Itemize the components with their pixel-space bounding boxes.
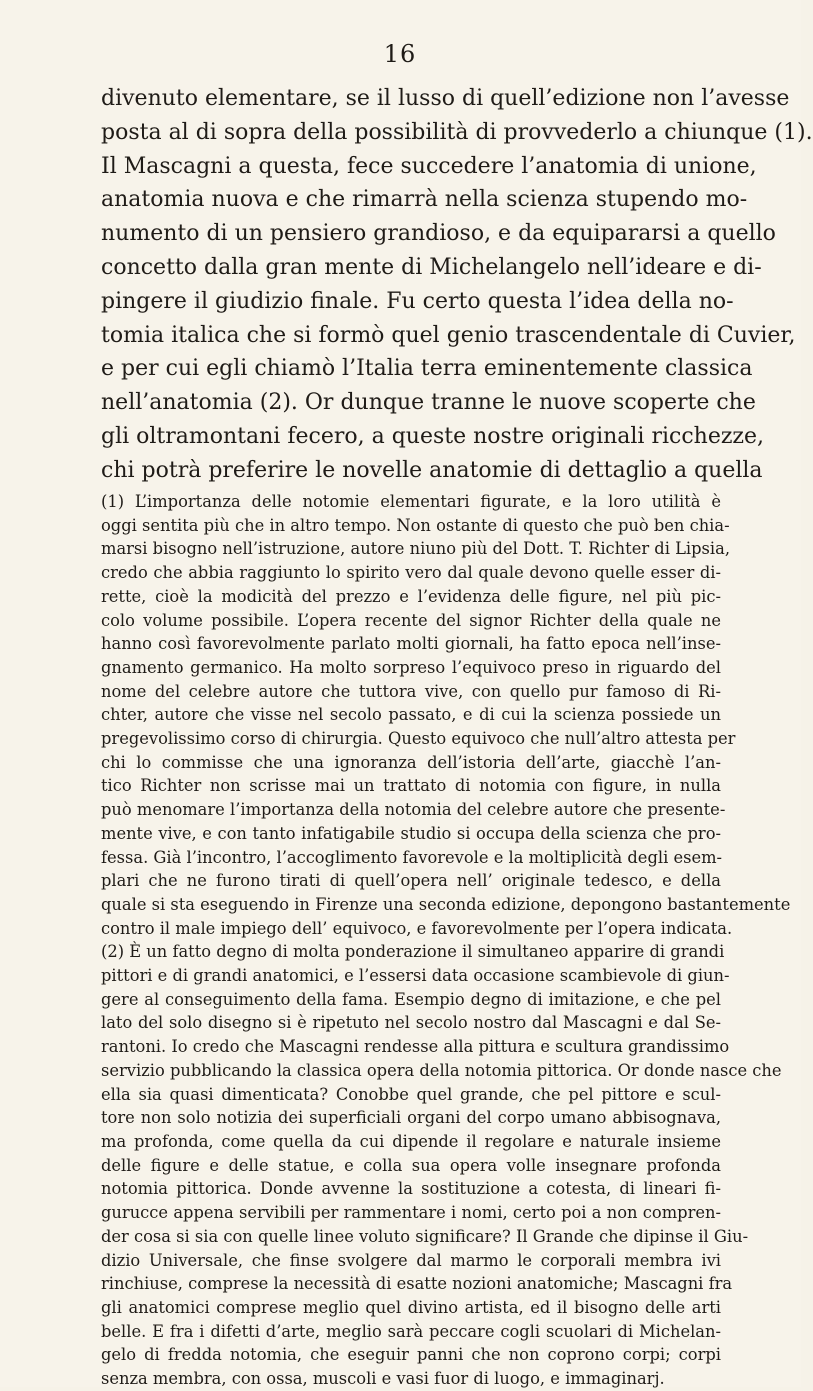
main-text-line: concetto dalla gran mente di Michelangelo nell’ideare e di- [101, 254, 762, 280]
footnote-line: belle. E fra i difetti d’arte, meglio sarà peccare cogli scuolari di Michelan- [101, 1321, 721, 1341]
footnote-line: dizio Universale, che finse svolgere dal marmo le corporali membra ivi [101, 1250, 721, 1270]
footnote-line: contro il male impiego dell’ equivoco, e favorevolmente per l’opera indicata. [101, 918, 733, 938]
footnote-line: gurucce appena servibili per rammentare i nomi, certo poi a non compren- [101, 1203, 721, 1223]
footnotes [101, 490, 791, 1391]
footnote-line: può menomare l’importanza della notomia del celebre autore che presente- [101, 800, 726, 820]
page-number: 16 [383, 40, 417, 68]
footnote-line: tico Richter non scrisse mai un trattato di notomia con figure, in nulla [101, 776, 721, 796]
main-text [101, 82, 813, 488]
footnote-line: marsi bisogno nell’istruzione, autore niuno più del Dott. T. Richter di Lipsia, [101, 539, 730, 559]
main-text-line: posta al di sopra della possibilità di provvederlo a chiunque (1). [101, 119, 813, 145]
footnote-line: gelo di fredda notomia, che eseguir panni che non coprono corpi; corpi [101, 1345, 721, 1365]
footnote-line: ella sia quasi dimenticata? Conobbe quel grande, che pel pittore e scul- [101, 1084, 721, 1104]
main-text-line: pingere il giudizio finale. Fu certo questa l’idea della no- [101, 288, 734, 314]
footnote-line: gere al conseguimento della fama. Esempio degno di imitazione, e che pel [101, 989, 721, 1009]
footnote-line: rinchiuse, comprese la necessità di esatte nozioni anatomiche; Mascagni fra [101, 1274, 733, 1294]
footnote-line: tore non solo notizia dei superficiali organi del corpo umano abbisognava, [101, 1108, 721, 1128]
footnote-line: der cosa si sia con quelle linee voluto significare? Il Grande che dipinse il Giu- [101, 1226, 749, 1246]
footnote-line: servizio pubblicando la classica opera della notomia pittorica. Or donde nasce che [101, 1060, 782, 1080]
footnote-line: plari che ne furono tirati di quell’opera nell’ originale tedesco, e della [101, 871, 721, 891]
footnote-line: quale si sta eseguendo in Firenze una seconda edizione, depongono bastantemente [101, 894, 791, 914]
footnote-line: gnamento germanico. Ha molto sorpreso l’equivoco preso in riguardo del [101, 657, 721, 677]
footnote-line: senza membra, con ossa, muscoli e vasi fuor di luogo, e immaginarj. [101, 1369, 665, 1389]
main-text-line: Il Mascagni a questa, fece succedere l’anatomia di unione, [101, 153, 757, 179]
footnote-line: rette, cioè la modicità del prezzo e l’evidenza delle figure, nel più pic- [101, 586, 721, 606]
footnote-line: delle figure e delle statue, e colla sua opera volle insegnare profonda [101, 1155, 721, 1175]
footnote-line: lato del solo disegno si è ripetuto nel secolo nostro dal Mascagni e dal Se- [101, 1013, 721, 1033]
footnote-line: ma profonda, come quella da cui dipende il regolare e naturale insieme [101, 1131, 721, 1151]
footnote-line: nome del celebre autore che tuttora vive, con quello pur famoso di Ri- [101, 681, 721, 701]
main-text-line: numento di un pensiero grandioso, e da equipararsi a quello [101, 221, 776, 247]
footnote-line: credo che abbia raggiunto lo spirito vero dal quale devono quelle esser di- [101, 563, 721, 583]
main-text-line: anatomia nuova e che rimarrà nella scienza stupendo mo- [101, 187, 748, 213]
footnote-line: hanno così favorevolmente parlato molti giornali, ha fatto epoca nell’inse- [101, 634, 721, 654]
footnote-line: chter, autore che visse nel secolo passato, e di cui la scienza possiede un [101, 705, 721, 725]
footnote-line: notomia pittorica. Donde avvenne la sostituzione a cotesta, di lineari fi- [101, 1179, 721, 1199]
main-text-line: gli oltramontani fecero, a queste nostre originali ricchezze, [101, 423, 765, 449]
footnote-line: (2) È un fatto degno di molta ponderazione il simultaneo apparire di grandi [101, 942, 725, 962]
footnote-line: gli anatomici comprese meglio quel divino artista, ed il bisogno delle arti [101, 1297, 721, 1317]
footnote-line: fessa. Già l’incontro, l’accoglimento favorevole e la moltiplicità degli esem- [101, 847, 723, 867]
footnote-line: rantoni. Io credo che Mascagni rendesse alla pittura e scultura grandissimo [101, 1037, 730, 1057]
main-text-line: nell’anatomia (2). Or dunque tranne le nuove scoperte che [101, 390, 756, 416]
footnote-line: chi lo commisse che una ignoranza dell’istoria dell’arte, giacchè l’an- [101, 752, 721, 772]
footnote-line: mente vive, e con tanto infatigabile studio si occupa della scienza che pro- [101, 823, 721, 843]
main-text-line: tomia italica che si formò quel genio trascendentale di Cuvier, [101, 322, 796, 348]
main-text-line: e per cui egli chiamò l’Italia terra eminentemente classica [101, 356, 753, 382]
footnote-line: (1) L’importanza delle notomie elementari figurate, e la loro utilità è [101, 492, 721, 511]
footnote-line: oggi sentita più che in altro tempo. Non ostante di questo che può ben chia- [101, 515, 730, 535]
main-text-line: divenuto elementare, se il lusso di quell’edizione non l’avesse [101, 86, 790, 111]
footnote-line: pregevolissimo corso di chirurgia. Questo equivoco che null’altro attesta per [101, 729, 736, 749]
footnote-line: pittori e di grandi anatomici, e l’essersi data occasione scambievole di giun- [101, 966, 730, 986]
footnote-line: colo volume possibile. L’opera recente del signor Richter della quale ne [101, 610, 721, 630]
main-text-line: chi potrà preferire le novelle anatomie di dettaglio a quella [101, 457, 763, 483]
